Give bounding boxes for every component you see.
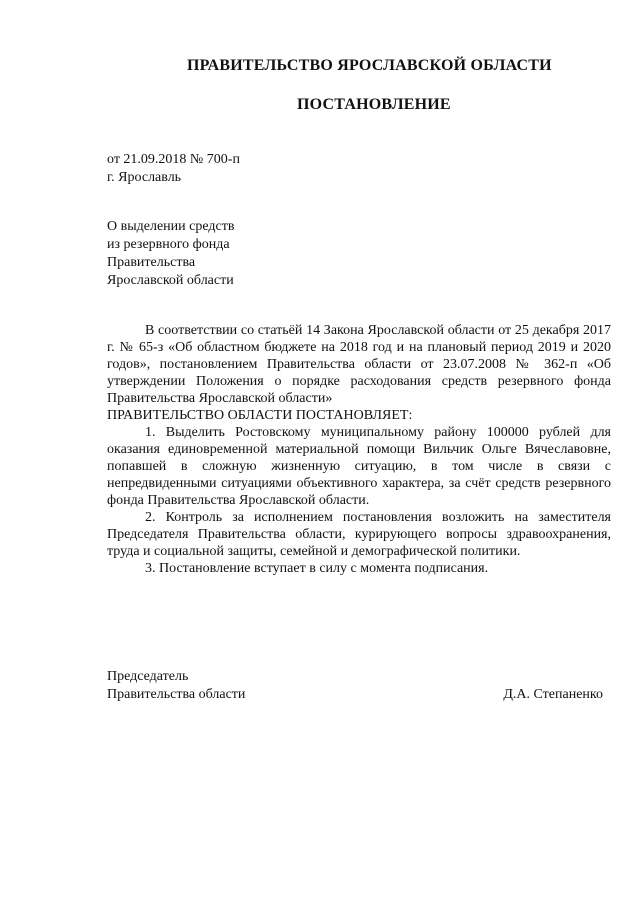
signature-name: Д.А. Степаненко: [503, 687, 603, 702]
preamble-paragraph: В соответствии со статьёй 14 Закона Ярославской области от 25 декабря 2017 г. № 65-з «Об областном бюджете на 2018 год и на плановый период 2019 и 2020 годов», постановлением Правительства области от 23.07.2008 № 362-п «Об утверждении Положения о порядке расходования средств резервного фонда Правительства Ярославской области»: [107, 323, 611, 406]
item-paragraph: 1. Выделить Ростовскому муниципальному району 100000 рублей для оказания единовременной материальной помощи Вильчик Ольге Вячеславовне, попавшей в сложную жизненную ситуацию, в том числе в связи с непредвиденными ситуациями объективного характера, за счёт средств резервного фонда Правительства Ярославской области.: [107, 425, 611, 508]
date-number: от 21.09.2018 № 700-п: [107, 152, 240, 167]
item-paragraph: 3. Постановление вступает в силу с момента подписания.: [145, 561, 489, 576]
signature-position-line: Правительства области: [107, 687, 246, 702]
government-title: ПРАВИТЕЛЬСТВО ЯРОСЛАВСКОЙ ОБЛАСТИ: [187, 57, 552, 74]
signature-position-line: Председатель: [107, 669, 189, 684]
subject-line: из резервного фонда: [107, 237, 230, 252]
item-paragraph: 2. Контроль за исполнением постановления возложить на заместителя Председателя Правительства области, курирующего вопросы здравоохранения, труда и социальной защиты, семейной и демографической политики.: [107, 510, 611, 559]
subject-line: О выделении средств: [107, 219, 235, 234]
city: г. Ярославль: [107, 170, 182, 185]
document-body: [107, 322, 611, 577]
resolves-line: ПРАВИТЕЛЬСТВО ОБЛАСТИ ПОСТАНОВЛЯЕТ:: [107, 408, 413, 423]
document-type-title: ПОСТАНОВЛЕНИЕ: [297, 96, 451, 113]
signature-position: [107, 668, 245, 704]
subject-line: Правительства: [107, 255, 196, 270]
subject-line: Ярославской области: [107, 273, 234, 288]
